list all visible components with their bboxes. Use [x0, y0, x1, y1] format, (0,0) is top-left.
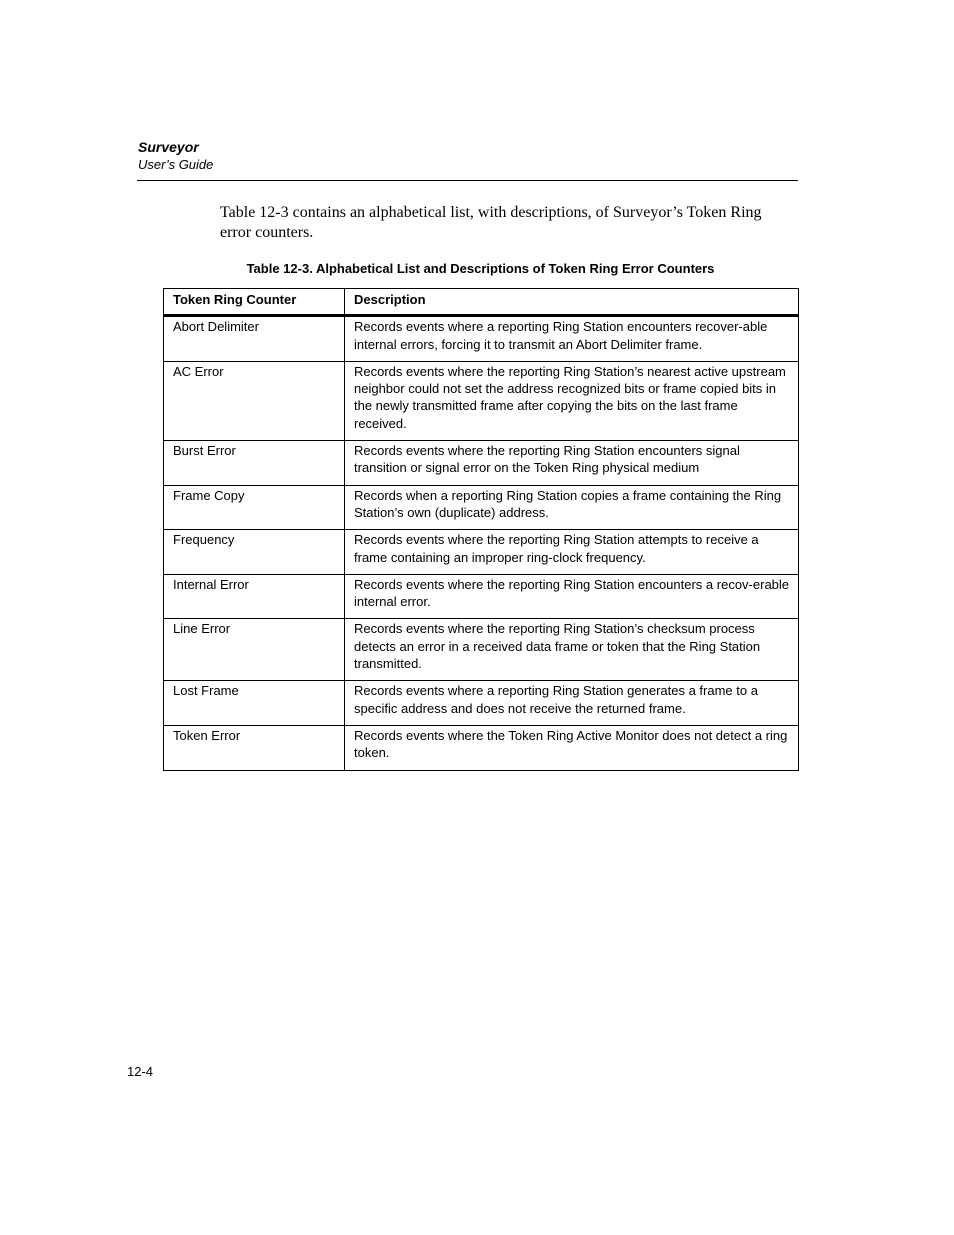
counter-description: Records when a reporting Ring Station copies a frame containing the Ring Station’s own (duplicate) address.: [345, 485, 799, 530]
counter-description: Records events where the reporting Ring Station encounters a recov-erable internal error.: [345, 574, 799, 619]
counter-description: Records events where the reporting Ring Station attempts to receive a frame containing an improper ring-clock frequency.: [345, 530, 799, 575]
running-header-subtitle: User’s Guide: [138, 157, 214, 172]
column-header-counter: Token Ring Counter: [164, 289, 345, 316]
running-header-title: Surveyor: [138, 139, 199, 155]
counter-description: Records events where the reporting Ring Station encounters signal transition or signal error on the Token Ring physical medium: [345, 441, 799, 486]
counter-name: Line Error: [164, 619, 345, 681]
counter-name: Lost Frame: [164, 681, 345, 726]
table-row: [164, 316, 799, 362]
counter-name: Token Error: [164, 725, 345, 770]
page-number: 12-4: [127, 1064, 154, 1079]
counter-name: Frame Copy: [164, 485, 345, 530]
counter-description: Records events where the reporting Ring Station’s nearest active upstream neighbor could not set the address recognized bits or frame copied bits in the newly transmitted frame after copying the bits on the last frame received.: [345, 361, 799, 440]
table-caption: Table 12-3. Alphabetical List and Descriptions of Token Ring Error Counters: [246, 261, 715, 276]
counter-name: Burst Error: [164, 441, 345, 486]
counter-description: Records events where a reporting Ring Station generates a frame to a specific address and does not receive the returned frame.: [345, 681, 799, 726]
counter-description: Records events where a reporting Ring Station encounters recover-able internal errors, forcing it to transmit an Abort Delimiter frame.: [345, 316, 799, 362]
table-row: [164, 574, 799, 619]
header-divider: [137, 180, 798, 181]
counter-name: Frequency: [164, 530, 345, 575]
table-row: [164, 681, 799, 726]
intro-paragraph: Table 12-3 contains an alphabetical list, with descriptions, of Surveyor’s Token Ring error counters.: [220, 204, 762, 241]
table-row: [164, 361, 799, 440]
counter-name: AC Error: [164, 361, 345, 440]
table-row: [164, 619, 799, 681]
table-row: [164, 725, 799, 770]
table-header-row: [164, 289, 799, 316]
table-row: [164, 441, 799, 486]
counter-description: Records events where the Token Ring Active Monitor does not detect a ring token.: [345, 725, 799, 770]
counter-name: Abort Delimiter: [164, 316, 345, 362]
error-counters-table: [163, 288, 799, 771]
counter-name: Internal Error: [164, 574, 345, 619]
column-header-description: Description: [345, 289, 799, 316]
table-row: [164, 530, 799, 575]
counter-description: Records events where the reporting Ring Station’s checksum process detects an error in a received data frame or token that the Ring Station transmitted.: [345, 619, 799, 681]
table-row: [164, 485, 799, 530]
